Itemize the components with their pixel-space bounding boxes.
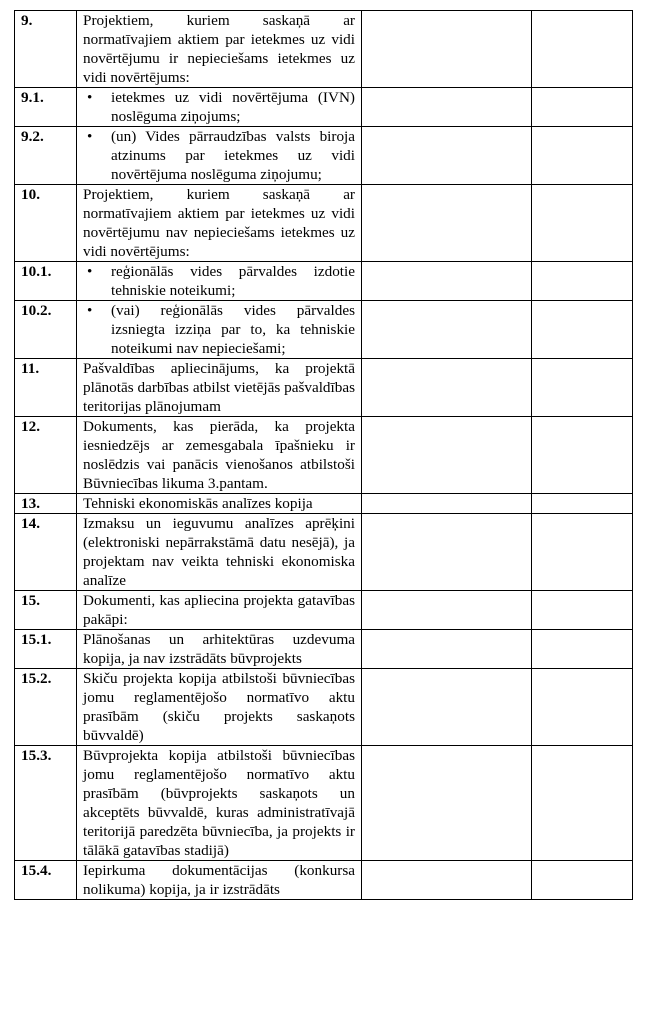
item-description: [77, 88, 362, 127]
empty-cell: [362, 11, 532, 88]
empty-cell: [532, 514, 633, 591]
empty-cell: [362, 591, 532, 630]
empty-cell: [362, 185, 532, 262]
item-description: Projektiem, kuriem saskaņā ar normatīvajiem aktiem par ietekmes uz vidi novērtējumu nav nepieciešams ietekmes uz vidi novērtējums:: [77, 185, 362, 262]
bullet-item: [83, 127, 355, 184]
item-number: 11.: [15, 359, 77, 417]
item-number: 9.2.: [15, 127, 77, 185]
document-page: [14, 10, 634, 900]
item-description: Izmaksu un ieguvumu analīzes aprēķini (elektroniski nepārrakstāmā datu nesējā), ja projektam nav veikta tehniski ekonomiska analīze: [77, 514, 362, 591]
empty-cell: [532, 746, 633, 861]
table-row: [15, 301, 633, 359]
empty-cell: [532, 88, 633, 127]
table-row: [15, 127, 633, 185]
table-row: [15, 591, 633, 630]
item-number: 15.1.: [15, 630, 77, 669]
bullet-item: [83, 301, 355, 358]
empty-cell: [532, 262, 633, 301]
empty-cell: [362, 669, 532, 746]
bullet-item: [83, 262, 355, 300]
documents-checklist-table: [14, 10, 633, 900]
table-row: [15, 11, 633, 88]
bullet-icon: •: [87, 128, 93, 145]
bullet-text: reģionālās vides pārvaldes izdotie tehniskie noteikumi;: [111, 263, 355, 299]
bullet-icon: •: [87, 302, 93, 319]
item-number: 10.: [15, 185, 77, 262]
item-description: Iepirkuma dokumentācijas (konkursa nolikuma) kopija, ja ir izstrādāts: [77, 861, 362, 900]
item-description: Projektiem, kuriem saskaņā ar normatīvajiem aktiem par ietekmes uz vidi novērtējumu ir nepieciešams ietekmes uz vidi novērtējums:: [77, 11, 362, 88]
table-row: [15, 88, 633, 127]
bullet-icon: •: [87, 263, 93, 280]
item-number: 15.4.: [15, 861, 77, 900]
table-row: [15, 185, 633, 262]
empty-cell: [362, 417, 532, 494]
item-description: Dokuments, kas pierāda, ka projekta iesniedzējs ar zemesgabala īpašnieku ir noslēdzis vai panācis vienošanos atbilstoši Būvniecības likuma 3.pantam.: [77, 417, 362, 494]
empty-cell: [362, 746, 532, 861]
empty-cell: [362, 359, 532, 417]
item-number: 15.3.: [15, 746, 77, 861]
item-description: Pašvaldības apliecinājums, ka projektā plānotās darbības atbilst vietējās pašvaldības teritorijas plānojumam: [77, 359, 362, 417]
empty-cell: [362, 301, 532, 359]
empty-cell: [532, 669, 633, 746]
table-row: [15, 630, 633, 669]
table-row: [15, 746, 633, 861]
item-number: 9.1.: [15, 88, 77, 127]
empty-cell: [532, 301, 633, 359]
item-description: [77, 262, 362, 301]
empty-cell: [362, 88, 532, 127]
item-number: 15.: [15, 591, 77, 630]
item-number: 12.: [15, 417, 77, 494]
empty-cell: [532, 359, 633, 417]
item-description: Plānošanas un arhitektūras uzdevuma kopija, ja nav izstrādāts būvprojekts: [77, 630, 362, 669]
item-description: [77, 301, 362, 359]
table-row: [15, 494, 633, 514]
empty-cell: [532, 494, 633, 514]
item-description: Skiču projekta kopija atbilstoši būvniecības jomu reglamentējošo normatīvo aktu prasībām (skiču projekts saskaņots būvvaldē): [77, 669, 362, 746]
item-number: 15.2.: [15, 669, 77, 746]
table-row: [15, 262, 633, 301]
table-row: [15, 861, 633, 900]
item-number: 10.2.: [15, 301, 77, 359]
bullet-text: (un) Vides pārraudzības valsts biroja atzinums par ietekmes uz vidi novērtējuma noslēguma ziņojumu;: [111, 128, 355, 183]
bullet-icon: •: [87, 89, 93, 106]
empty-cell: [532, 861, 633, 900]
item-number: 10.1.: [15, 262, 77, 301]
empty-cell: [362, 262, 532, 301]
empty-cell: [362, 127, 532, 185]
empty-cell: [532, 630, 633, 669]
item-description: Tehniski ekonomiskās analīzes kopija: [77, 494, 362, 514]
empty-cell: [362, 861, 532, 900]
empty-cell: [532, 127, 633, 185]
table-row: [15, 669, 633, 746]
item-description: Dokumenti, kas apliecina projekta gatavības pakāpi:: [77, 591, 362, 630]
bullet-text: (vai) reģionālās vides pārvaldes izsniegta izziņa par to, ka tehniskie noteikumi nav nepieciešami;: [111, 302, 355, 357]
empty-cell: [532, 11, 633, 88]
item-number: 9.: [15, 11, 77, 88]
empty-cell: [532, 185, 633, 262]
bullet-text: ietekmes uz vidi novērtējuma (IVN) noslēguma ziņojums;: [111, 89, 355, 125]
empty-cell: [362, 514, 532, 591]
item-number: 14.: [15, 514, 77, 591]
item-description: Būvprojekta kopija atbilstoši būvniecības jomu reglamentējošo normatīvo aktu prasībām (būvprojekts saskaņots un akceptēts būvvaldē, kuras administratīvajā teritorijā paredzēta būvniecība, ja projekts ir tālākā gatavības stadijā): [77, 746, 362, 861]
empty-cell: [532, 417, 633, 494]
table-row: [15, 359, 633, 417]
empty-cell: [362, 630, 532, 669]
bullet-item: [83, 88, 355, 126]
empty-cell: [362, 494, 532, 514]
table-row: [15, 417, 633, 494]
table-row: [15, 514, 633, 591]
empty-cell: [532, 591, 633, 630]
item-number: 13.: [15, 494, 77, 514]
checklist-rows: [15, 11, 633, 900]
item-description: [77, 127, 362, 185]
